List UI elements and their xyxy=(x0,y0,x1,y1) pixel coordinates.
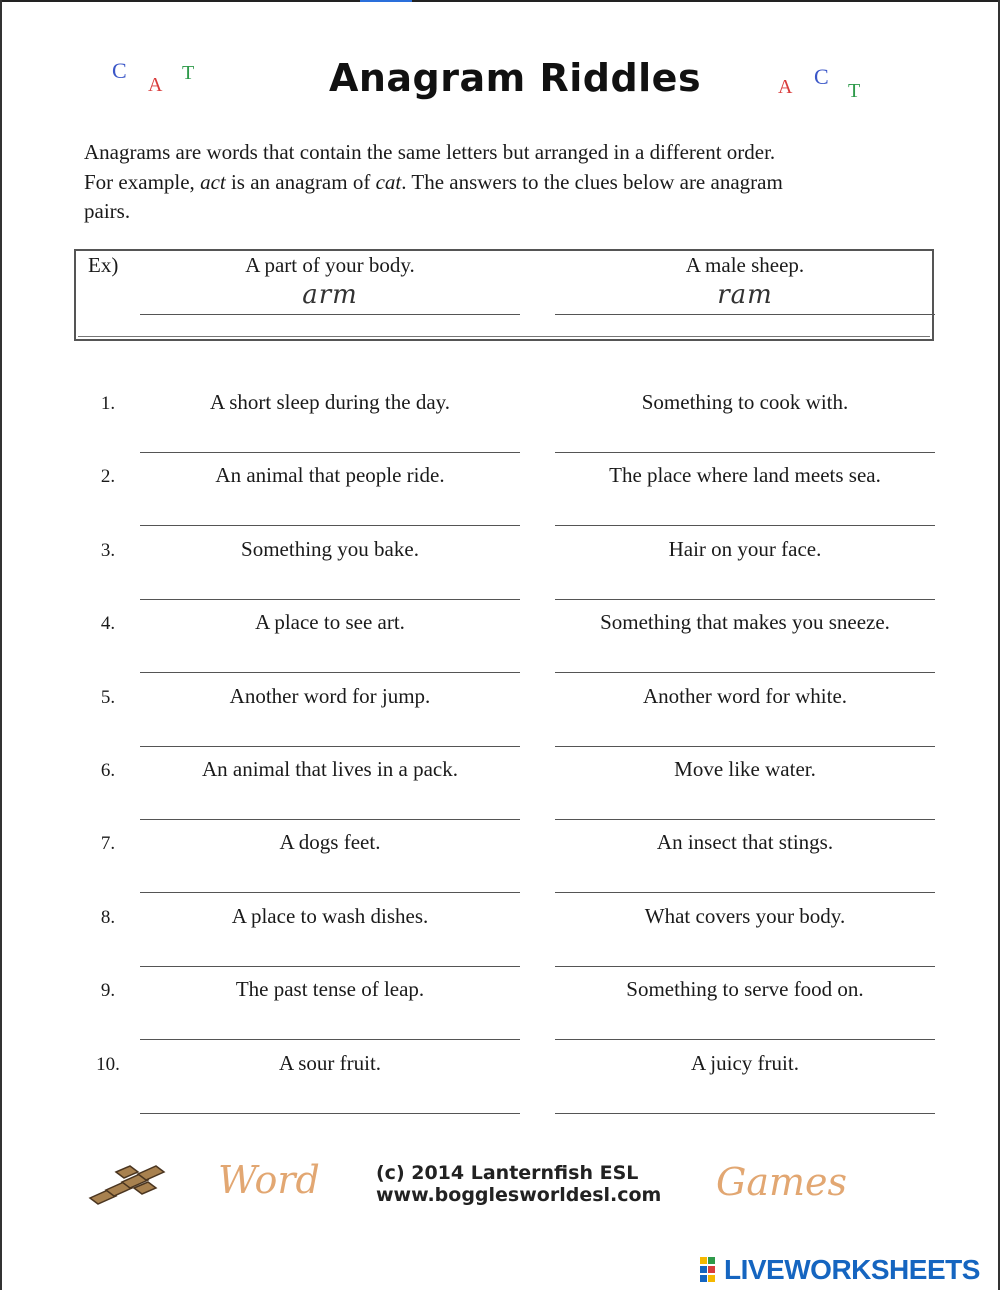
page-border-left xyxy=(0,0,2,1290)
riddle-number: 3. xyxy=(100,540,116,561)
left-answer-line[interactable] xyxy=(140,1113,520,1114)
riddle-left-clue: An animal that lives in a pack. xyxy=(201,757,458,781)
footer-word-logo: Word xyxy=(218,1158,320,1202)
right-answer-line[interactable] xyxy=(555,672,935,673)
riddle-number: 5. xyxy=(100,687,116,708)
riddle-left-clue: A sour fruit. xyxy=(278,1051,382,1075)
riddle-number: 2. xyxy=(100,466,116,487)
riddle-right-clue: What covers your body. xyxy=(644,904,846,928)
riddle-right-clue: Something that makes you sneeze. xyxy=(600,610,890,634)
riddle-number: 8. xyxy=(100,907,116,928)
right-answer-line[interactable] xyxy=(555,1039,935,1040)
riddle-left-clue: The past tense of leap. xyxy=(235,977,425,1001)
example-right-answer: ram xyxy=(717,280,773,310)
riddle-left-clue: Another word for jump. xyxy=(229,684,431,708)
top-border xyxy=(0,0,1000,2)
riddle-left-clue: A place to see art. xyxy=(255,610,405,634)
example-right-clue: A male sheep. xyxy=(685,253,805,277)
right-answer-line[interactable] xyxy=(555,1113,935,1114)
example-left-answer-line xyxy=(140,314,520,315)
riddle-right-clue: Another word for white. xyxy=(642,684,848,708)
example-left-clue: A part of your body. xyxy=(245,253,415,277)
riddle-number: 6. xyxy=(100,760,116,781)
riddle-left-clue: A short sleep during the day. xyxy=(209,390,451,414)
riddle-right-clue: Hair on your face. xyxy=(668,537,822,561)
riddle-right-clue: Something to cook with. xyxy=(641,390,849,414)
right-answer-line[interactable] xyxy=(555,819,935,820)
riddle-right-clue: An insect that stings. xyxy=(656,830,834,854)
example-word-cat: cat xyxy=(375,169,402,194)
left-answer-line[interactable] xyxy=(140,599,520,600)
left-answer-line[interactable] xyxy=(140,452,520,453)
riddle-number: 7. xyxy=(100,833,116,854)
intro-line-2: For example, act is an anagram of cat. The answers to the clues below are anagram xyxy=(84,169,783,194)
riddle-left-clue: A place to wash dishes. xyxy=(231,904,429,928)
riddle-right-clue: A juicy fruit. xyxy=(691,1051,799,1075)
deco-letter-c: C xyxy=(814,64,829,89)
liveworksheets-text: LIVEWORKSHEETS xyxy=(724,1254,980,1285)
example-box-divider xyxy=(78,336,930,337)
crossword-tiles-icon xyxy=(86,1160,170,1208)
left-answer-line[interactable] xyxy=(140,746,520,747)
right-answer-line[interactable] xyxy=(555,892,935,893)
example-label: Ex) xyxy=(88,253,119,277)
intro-line-1: Anagrams are words that contain the same letters but arranged in a different order. xyxy=(84,140,776,164)
right-answer-line[interactable] xyxy=(555,525,935,526)
intro-line-3: pairs. xyxy=(84,199,131,223)
intro-paragraph xyxy=(84,138,944,227)
footer-games-logo: Games xyxy=(716,1160,848,1204)
example-left-answer: arm xyxy=(302,280,358,310)
left-answer-line[interactable] xyxy=(140,819,520,820)
copyright-credit: (c) 2014 Lanternfish ESL www.bogglesworldesl.com xyxy=(376,1162,662,1206)
left-answer-line[interactable] xyxy=(140,1039,520,1040)
riddle-right-clue: The place where land meets sea. xyxy=(609,463,881,487)
right-answer-line[interactable] xyxy=(555,746,935,747)
left-answer-line[interactable] xyxy=(140,892,520,893)
deco-letter-t: T xyxy=(182,62,195,84)
page-title: Anagram Riddles xyxy=(328,56,702,100)
right-answer-line[interactable] xyxy=(555,599,935,600)
deco-letter-c: C xyxy=(112,58,127,83)
left-answer-line[interactable] xyxy=(140,966,520,967)
left-answer-line[interactable] xyxy=(140,672,520,673)
deco-letter-a: A xyxy=(778,76,793,98)
liveworksheets-logo-icon xyxy=(700,1257,724,1283)
riddle-number: 9. xyxy=(100,980,116,1001)
right-answer-line[interactable] xyxy=(555,452,935,453)
riddle-right-clue: Move like water. xyxy=(674,757,816,781)
riddle-left-clue: Something you bake. xyxy=(241,537,419,561)
riddle-right-clue: Something to serve food on. xyxy=(626,977,864,1001)
top-accent xyxy=(360,0,412,2)
liveworksheets-brand[interactable] xyxy=(700,1254,980,1286)
example-right-answer-line xyxy=(555,314,935,315)
riddle-number: 4. xyxy=(100,613,116,634)
riddle-number: 1. xyxy=(100,393,116,414)
riddle-left-clue: An animal that people ride. xyxy=(215,463,445,487)
right-answer-line[interactable] xyxy=(555,966,935,967)
riddle-number: 10. xyxy=(96,1054,120,1075)
left-answer-line[interactable] xyxy=(140,525,520,526)
deco-letter-a: A xyxy=(148,74,163,96)
example-word-act: act xyxy=(200,169,226,194)
riddle-left-clue: A dogs feet. xyxy=(279,830,381,854)
deco-letter-t: T xyxy=(848,80,861,102)
